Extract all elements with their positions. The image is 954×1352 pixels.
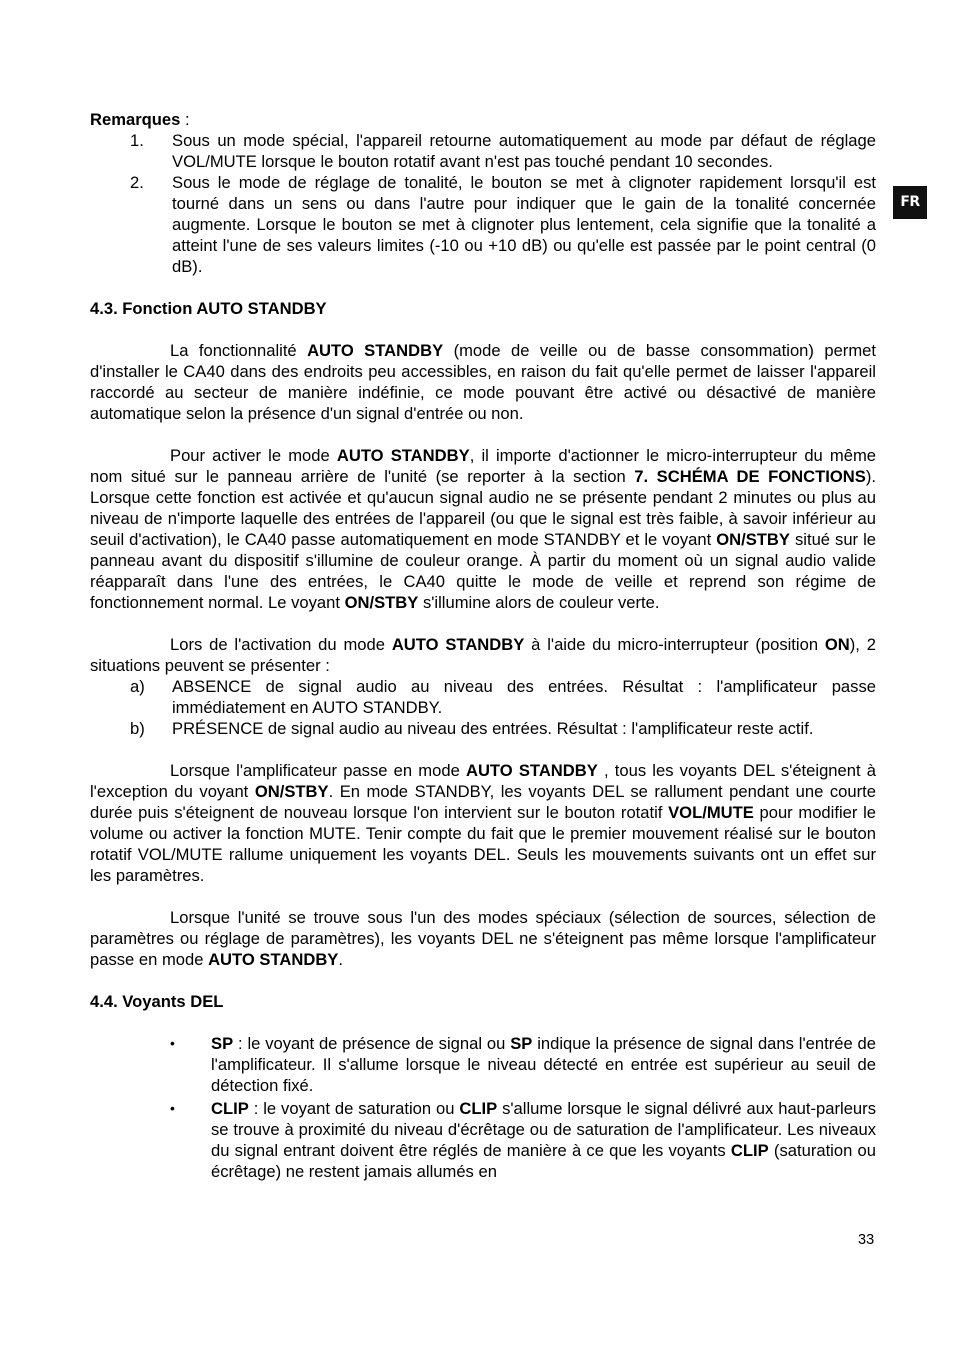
remarques-item bbox=[90, 172, 876, 277]
situation-item bbox=[90, 718, 876, 739]
led-item-clip: • CLIP : le voyant de saturation ou CLIP s'allume lorsque le signal délivré aux haut-parleurs se trouve à proximité du niveau d'écrêtage ou de saturation de l'amplificateur. Les niveaux du signal entrant doivent être réglés de manière à ce que les voyants CLIP (saturation ou écrêtage) ne restent jamais allumés en bbox=[170, 1099, 877, 1181]
remarques-item bbox=[90, 130, 876, 172]
situation-item bbox=[90, 676, 876, 718]
list-item-text: Sous un mode spécial, l'appareil retourne automatiquement au mode par défaut de réglage VOL/MUTE lorsque le bouton rotatif avant n'est pas touché pendant 10 secondes. bbox=[172, 131, 876, 171]
paragraph: Lors de l'activation du mode AUTO STANDBY à l'aide du micro-interrupteur (position ON), 2 situations peuvent se présenter : bbox=[90, 635, 876, 675]
section-heading-4-3: 4.3. Fonction AUTO STANDBY bbox=[90, 299, 327, 318]
remarques-suffix: : bbox=[180, 110, 190, 129]
paragraph: Lorsque l'amplificateur passe en mode AUTO STANDBY , tous les voyants DEL s'éteignent à l'exception du voyant ON/STBY. En mode STANDBY, les voyants DEL se rallument pendant une courte durée puis s'éteignent de nouveau lorsque l'on intervient sur le bouton rotatif VOL/MUTE pour modifier le volume ou activer la fonction MUTE. Tenir compte du fait que le premier mouvement réalisé sur le bouton rotatif VOL/MUTE rallume uniquement les voyants DEL. Seuls les mouvements suivants ont un effet sur les paramètres. bbox=[90, 761, 876, 885]
paragraph: Pour activer le mode AUTO STANDBY, il importe d'actionner le micro-interrupteur du même nom situé sur le panneau arrière de l'unité (se reporter à la section 7. SCHÉMA DE FONCTIONS). Lorsque cette fonction est activée et qu'aucun signal audio ne se présente pendant 2 minutes ou plus au niveau de n'importe laquelle des entrées de l'appareil (ou que le signal est très faible, à savoir inférieur au seuil d'activation), le CA40 passe automatiquement en mode STANDBY et le voyant ON/STBY situé sur le panneau avant du dispositif s'illumine de couleur orange. À partir du moment où un signal audio valide réapparaît dans l'une des entrées, le CA40 quitte le mode de veille et reprend son régime de fonctionnement normal. Le voyant ON/STBY s'illumine alors de couleur verte. bbox=[90, 446, 877, 612]
led-list bbox=[90, 1033, 876, 1182]
list-letter: b) bbox=[130, 719, 145, 738]
list-letter: a) bbox=[130, 677, 145, 696]
document-page bbox=[90, 109, 876, 1184]
paragraph: Lorsque l'unité se trouve sous l'un des modes spéciaux (sélection de sources, sélection de paramètres ou réglage de paramètres), les voyants DEL ne s'éteignent pas même lorsque l'amplificateur passe en mode AUTO STANDBY. bbox=[90, 908, 876, 969]
led-item-sp: • SP : le voyant de présence de signal ou SP indique la présence de signal dans l'entrée de l'amplificateur. Il s'allume lorsque le niveau détecté en entrée est supérieur au seuil de détection fixé. bbox=[170, 1034, 876, 1095]
remarques-list bbox=[90, 130, 876, 277]
list-item-text: ABSENCE de signal audio au niveau des entrées. Résultat : l'amplificateur passe immédiatement en AUTO STANDBY. bbox=[172, 677, 876, 717]
list-number: 1. bbox=[130, 131, 144, 150]
remarques-label: Remarques bbox=[90, 110, 181, 129]
list-item-text: PRÉSENCE de signal audio au niveau des entrées. Résultat : l'amplificateur reste actif. bbox=[172, 719, 814, 738]
section-heading-4-4: 4.4. Voyants DEL bbox=[90, 992, 224, 1011]
paragraph: La fonctionnalité AUTO STANDBY (mode de veille ou de basse consommation) permet d'installer le CA40 dans des endroits peu accessibles, en raison du fait qu'elle permet de laisser l'appareil raccordé au secteur de manière indéfinie, ce mode pouvant être activé ou désactivé de manière automatique selon la présence d'un signal d'entrée ou non. bbox=[90, 341, 876, 423]
remarques-heading bbox=[90, 109, 876, 130]
language-badge: FR bbox=[893, 186, 927, 219]
list-item-text: Sous le mode de réglage de tonalité, le bouton se met à clignoter rapidement lorsqu'il est tourné dans un sens ou dans l'autre pour indiquer que le gain de la tonalité concernée augmente. Lorsque le bouton se met à clignoter plus lentement, cela signifie que la tonalité a atteint l'une de ses valeurs limites (-10 ou +10 dB) ou qu'elle est passée par le point central (0 dB). bbox=[172, 173, 876, 276]
list-number: 2. bbox=[130, 173, 144, 192]
situations-list bbox=[90, 676, 876, 739]
bullet-icon: • bbox=[170, 1035, 175, 1051]
bullet-icon: • bbox=[170, 1100, 175, 1116]
page-number: 33 bbox=[858, 1232, 875, 1248]
